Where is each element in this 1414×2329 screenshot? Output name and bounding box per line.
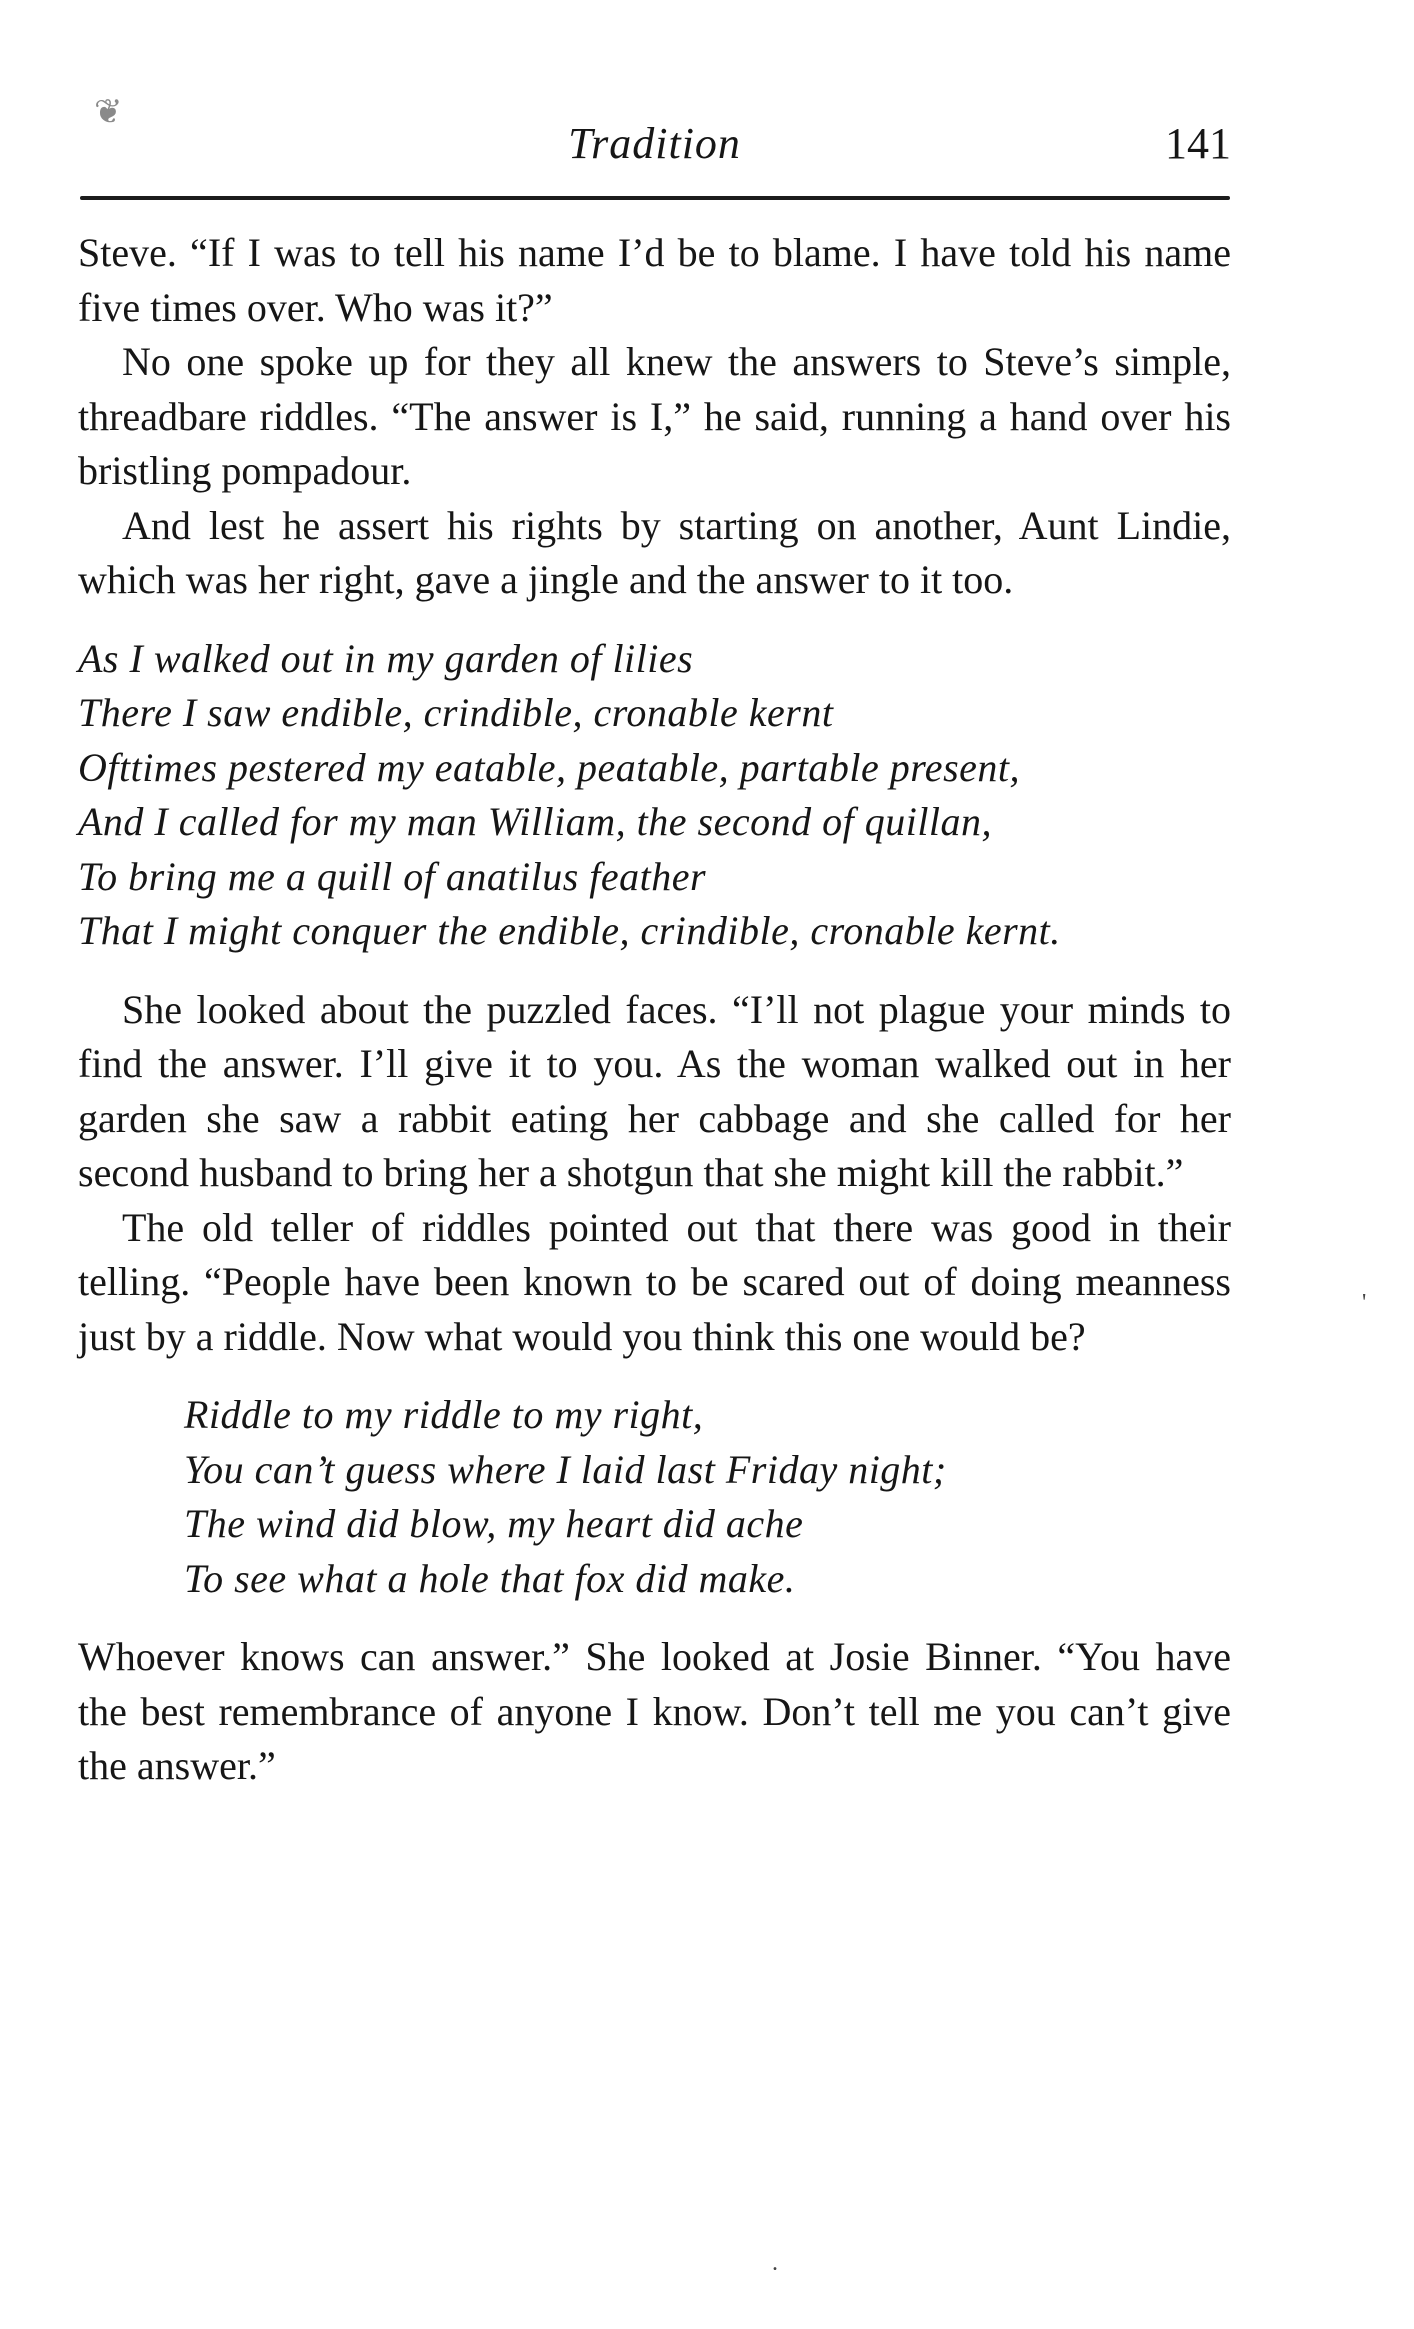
paragraph-1: Steve. “If I was to tell his name I’d be to blame. I have told his name five times over. Who was it?”	[78, 230, 1231, 330]
printer-ornament-icon: ❦	[94, 94, 123, 131]
verse-line: The wind did blow, my heart did ache	[184, 1501, 804, 1546]
verse-line: Riddle to my riddle to my right,	[184, 1392, 704, 1437]
verse-line: As I walked out in my garden of lilies	[78, 635, 694, 681]
paragraph-4: She looked about the puzzled faces. “I’ll not plague your minds to find the answer. I’ll give it to you. As the woman walked out in her garden she saw a rabbit eating her cabbage and she called for her second husband to bring her a shotgun that she might kill the rabbit.”	[78, 986, 1231, 1195]
verse-line: There I saw endible, crindible, cronable kernt	[78, 690, 834, 735]
verse-line: To bring me a quill of anatilus feather	[78, 853, 707, 899]
page-number: 141	[1165, 119, 1231, 168]
verse-line: Ofttimes pestered my eatable, peatable, partable present,	[78, 744, 1020, 790]
margin-speck: '	[1362, 1290, 1367, 1316]
verse-line: You can’t guess where I laid last Friday night;	[184, 1446, 947, 1492]
verse-riddle-1	[78, 632, 1231, 959]
running-head: Tradition	[568, 119, 741, 168]
body-text	[78, 226, 1231, 1794]
bottom-speck: .	[772, 2250, 778, 2276]
verse-riddle-2	[78, 1388, 1231, 1606]
page-header	[78, 118, 1231, 178]
verse-line: And I called for my man William, the second of quillan,	[78, 799, 993, 844]
paragraph-3: And lest he assert his rights by starting on another, Aunt Lindie, which was her right, gave a jingle and the answer to it too.	[78, 502, 1231, 602]
paragraph-5: The old teller of riddles pointed out that there was good in their telling. “People have been known to be scared out of doing meanness just by a riddle. Now what would you think this one would be?	[78, 1204, 1231, 1359]
paragraph-6: Whoever knows can answer.” She looked at Josie Binner. “You have the best remembrance of anyone I know. Don’t tell me you can’t give the answer.”	[78, 1634, 1231, 1788]
verse-line: That I might conquer the endible, crindible, cronable kernt.	[78, 908, 1061, 953]
verse-line: To see what a hole that fox did make.	[184, 1555, 796, 1601]
header-rule	[80, 196, 1230, 200]
paragraph-2: No one spoke up for they all knew the answers to Steve’s simple, threadbare riddles. “The answer is I,” he said, running a hand over his bristling pompadour.	[78, 339, 1231, 493]
